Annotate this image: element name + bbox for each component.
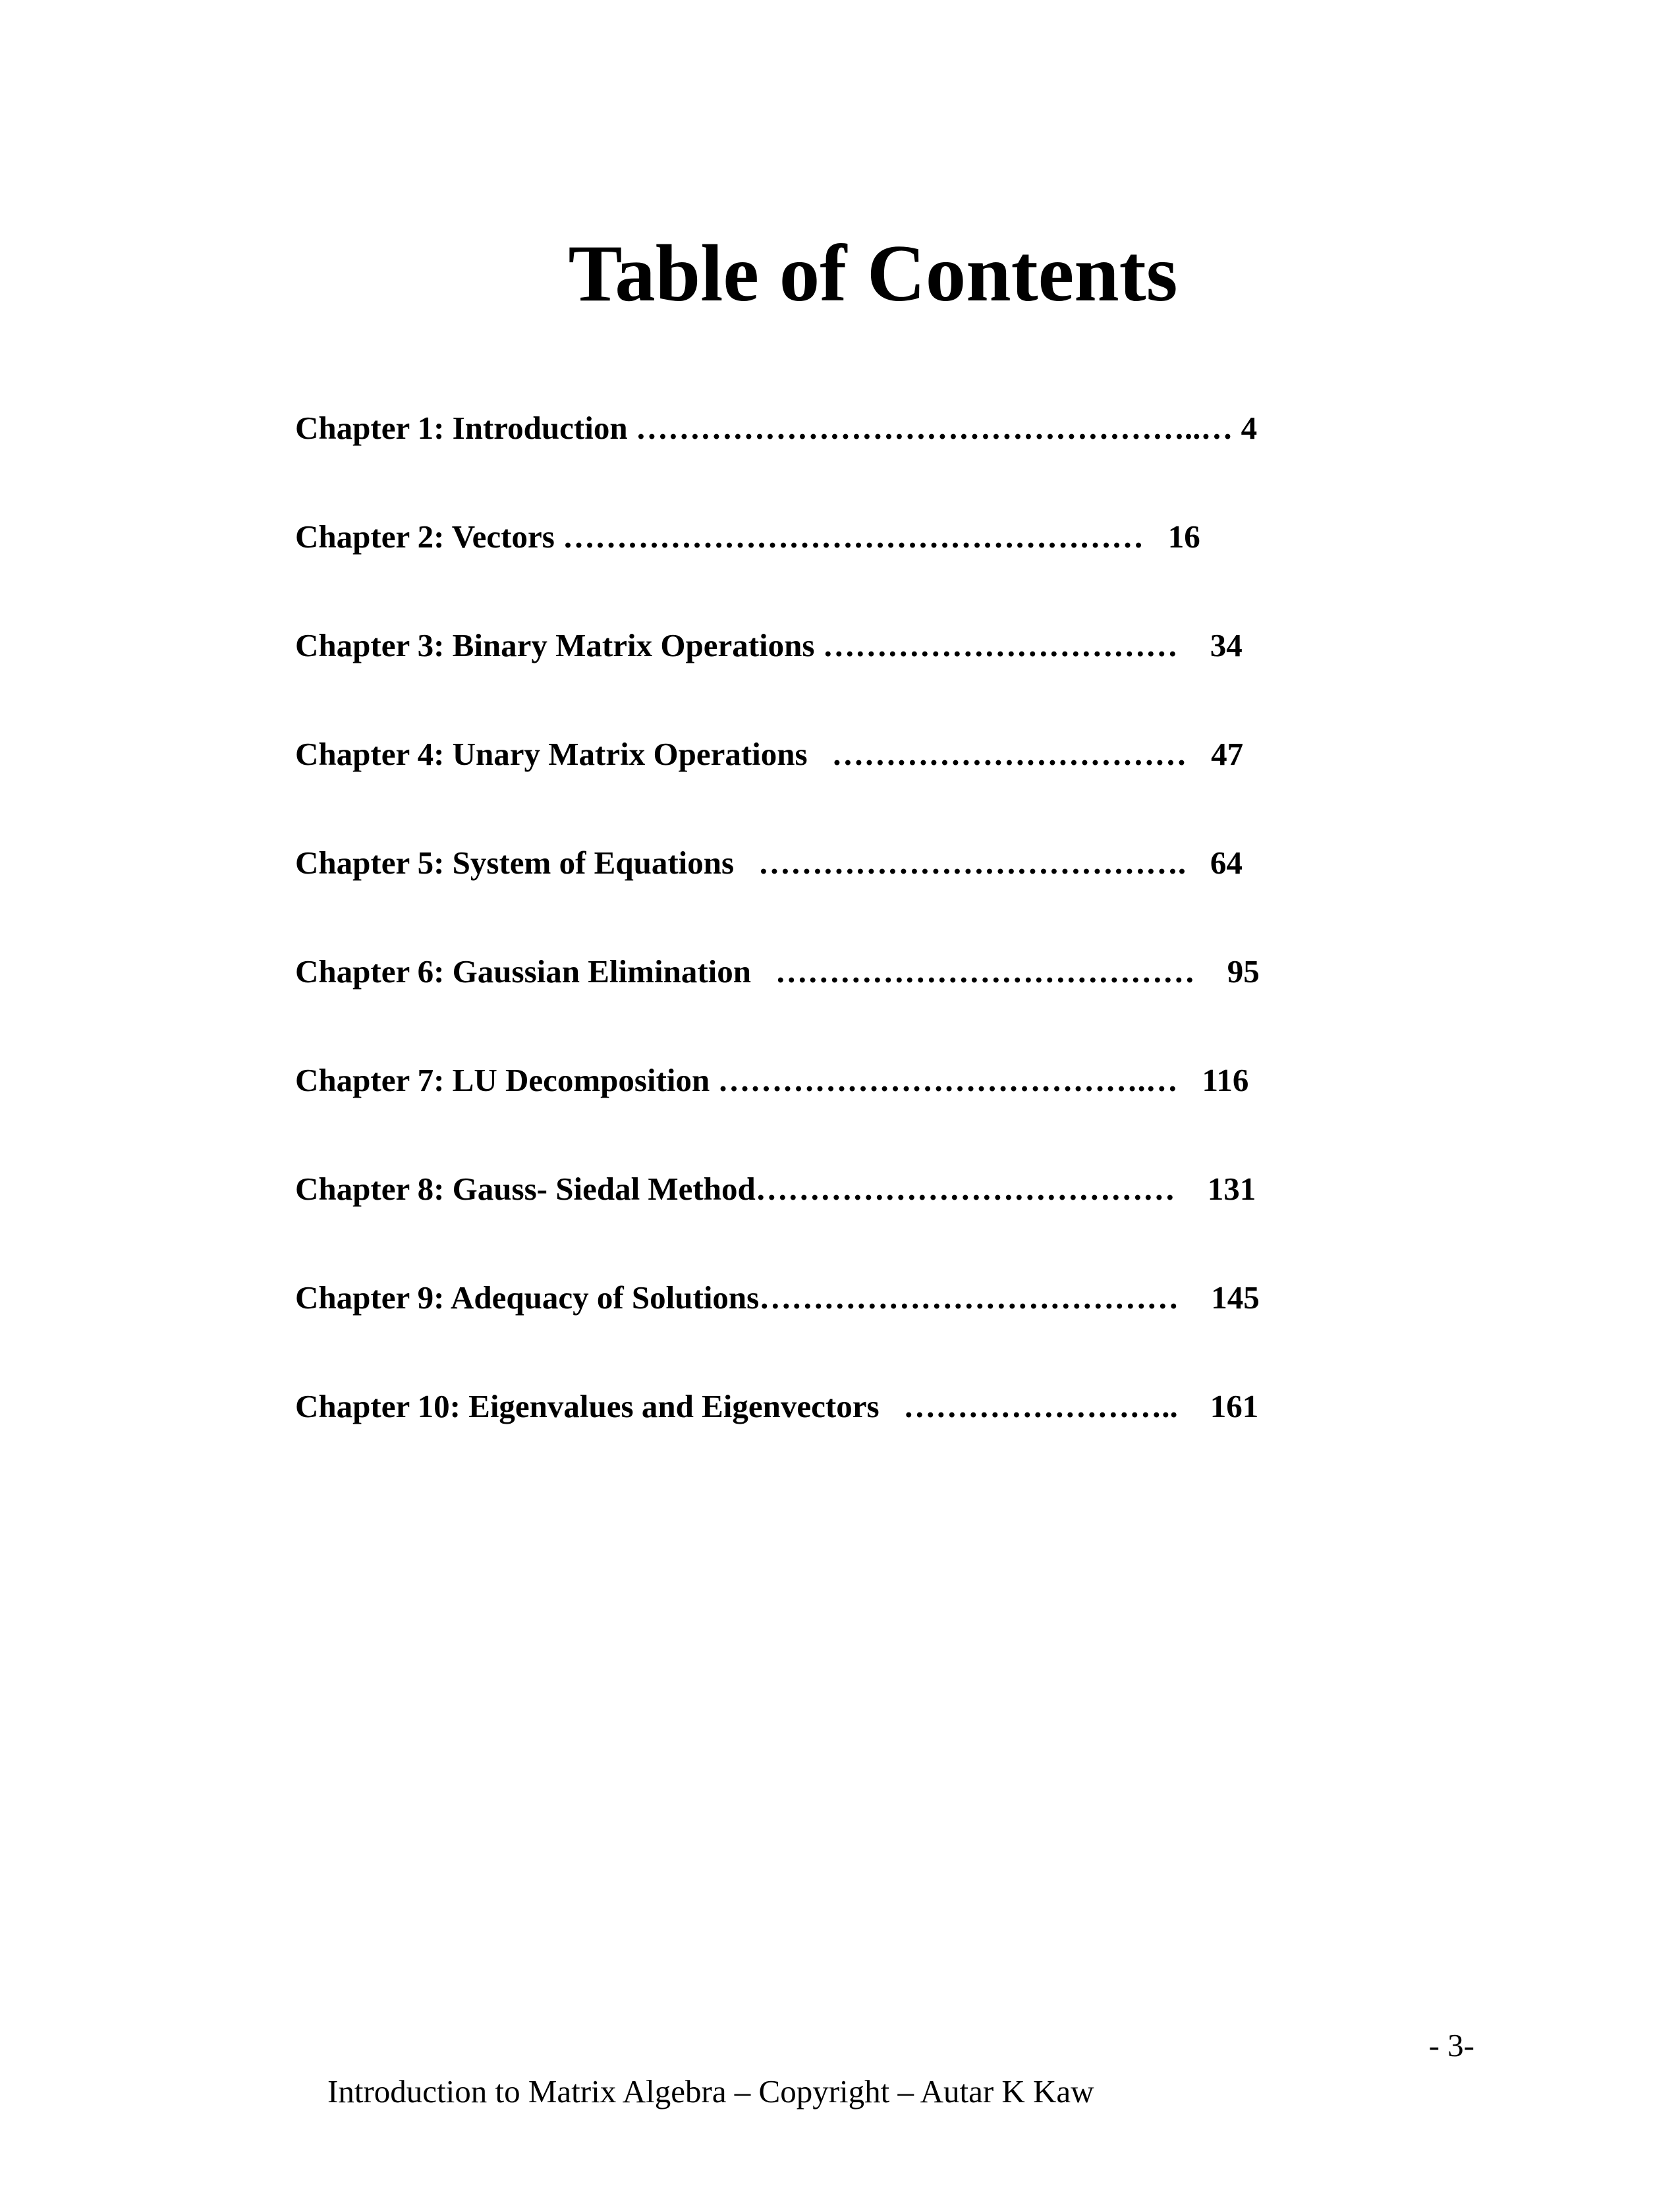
footer-page-number: - 3- [1428,2027,1474,2063]
toc-entry [295,623,1243,669]
toc-dot-leader: …………………….. [903,1388,1210,1424]
toc-entry [295,1383,1258,1430]
page-title: Table of Contents [568,228,1178,318]
toc-page-number: 131 [1207,1171,1256,1207]
toc-chapter-label: Chapter 8: Gauss- Siedal Method [295,1171,756,1207]
toc-page-number: 34 [1210,627,1243,663]
toc-chapter-label: Chapter 9: Adequacy of Solutions [295,1279,760,1316]
toc-dot-leader: …………………………………. [758,845,1210,881]
toc-entry [295,1275,1260,1321]
toc-dot-leader: ………………………………… [755,1171,1208,1207]
toc-page-number: 161 [1210,1388,1259,1424]
toc-page-number: 64 [1210,845,1243,881]
toc-page-number: 145 [1211,1279,1260,1316]
page-footer [295,2023,1474,2207]
toc-entry [295,514,1200,560]
toc-chapter-label: Chapter 2: Vectors [295,518,563,555]
toc-dot-leader: ………………………………… [759,1279,1212,1316]
toc-chapter-label: Chapter 10: Eigenvalues and Eigenvectors [295,1388,904,1424]
toc-dot-leader: ……………………………………………… [563,518,1168,555]
toc-chapter-label: Chapter 1: Introduction [295,410,636,446]
toc-dot-leader: ……………………………………………..… [635,410,1241,446]
toc-entry [295,840,1243,886]
toc-dot-leader: …………………………… [831,736,1212,772]
toc-chapter-label: Chapter 5: System of Equations [295,845,758,881]
toc-entry [295,1057,1248,1104]
toc-page-number: 4 [1241,410,1258,446]
toc-dot-leader: ………………………………… [775,953,1227,990]
toc-page-number: 95 [1227,953,1260,990]
toc-page-number: 47 [1211,736,1244,772]
toc-chapter-label: Chapter 3: Binary Matrix Operations [295,627,823,663]
toc-page-number: 16 [1167,518,1200,555]
toc-chapter-label: Chapter 7: LU Decomposition [295,1062,718,1098]
toc-chapter-label: Chapter 6: Gaussian Elimination [295,953,775,990]
toc-dot-leader: …………………………… [822,627,1210,663]
toc-entry [295,1166,1256,1212]
footer-text: Introduction to Matrix Algebra – Copyright – Autar K Kaw [327,2073,1094,2109]
toc-page-number: 116 [1202,1062,1249,1098]
toc-chapter-label: Chapter 4: Unary Matrix Operations [295,736,832,772]
toc-entry [295,949,1260,995]
toc-entry [295,405,1257,451]
toc-entry [295,731,1243,777]
toc-dot-leader: ………………………………….… [717,1062,1202,1098]
